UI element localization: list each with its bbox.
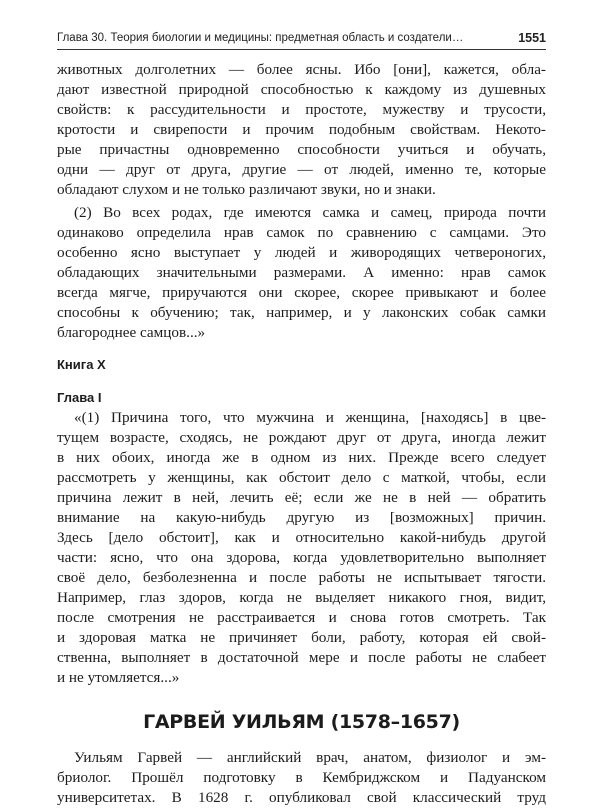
text-line: рые причастны одновременно способности учиться и обучать, [57, 141, 546, 158]
text-line: обладающих значительными размерами. А именно: нрав самок [57, 264, 546, 281]
text-line: свойств: к рассудительности и простоте, мужеству и трусости, [57, 101, 546, 118]
paragraph-female-nature [57, 203, 546, 343]
running-head [57, 29, 546, 50]
text-line: тущем возрасте, сходясь, не рождают друг от друга, иногда лежит [57, 429, 546, 446]
text-line: университетах. В 1628 г. опубликовал свой классический труд [57, 789, 546, 806]
text-line: после смотрения не расстраивается и снова готов смотреть. Так [57, 609, 546, 626]
text-line: всегда мягче, приручаются они скорее, скорее привыкают и более [57, 284, 546, 301]
page-number: 1551 [518, 31, 546, 45]
paragraph-infertility-causes [57, 408, 546, 688]
text-line: одинаково определила нрав самок по сравнению с самцами. Это [57, 224, 546, 241]
section-heading-harvey: ГАРВЕЙ УИЛЬЯМ (1578–1657) [143, 711, 460, 733]
text-line: Уильям Гарвей — английский врач, анатом, физиолог и эм- [74, 749, 546, 766]
text-line: части: ясно, что она здорова, когда удовлетворительно выполняет [57, 549, 546, 566]
paragraph-animal-faculties [57, 60, 546, 200]
page-body [57, 60, 546, 808]
running-head-chapter-title: Глава 30. Теория биологии и медицины: предметная область и создатели… [57, 32, 464, 44]
text-line: своё дело, безболезненна и после работы не испытывает тягости. [57, 569, 546, 586]
book-heading: Книга X [57, 357, 106, 372]
text-line: и не утомляется...» [57, 669, 180, 686]
text-line: «(1) Причина того, что мужчина и женщина, [находясь] в цве- [74, 409, 546, 426]
text-line: обладают слухом и не только различают звуки, но и знаки. [57, 181, 436, 198]
text-line: рассмотреть у женщины, как обстоит дело с маткой, чтобы, если [57, 469, 546, 486]
text-line: способны к обучению; так, например, и у лаконских собак самки [57, 304, 546, 321]
text-line: дают известной природной способностью к каждому из душевных [57, 81, 546, 98]
text-line: внимание на какую-нибудь другую из [возможных] причин. [57, 509, 546, 526]
text-line: Например, глаз здоров, когда не выделяет никакого гноя, видит, [57, 589, 546, 606]
text-line: и здоровая матка не причиняет боли, работу, которая ей свой- [57, 629, 546, 646]
text-line: бриолог. Прошёл подготовку в Кембриджском и Падуанском [57, 769, 546, 786]
text-line: особенно ясно выступает у людей и живородящих четвероногих, [57, 244, 546, 261]
text-line: ственна, выполняет в достаточной мере и после работы не слабеет [57, 649, 546, 666]
text-line: в них обоих, иногда же в одном из них. Прежде всего следует [57, 449, 546, 466]
text-line: благороднее самцов...» [57, 324, 206, 341]
text-line: Здесь [дело обстоит], как и относительно какой-нибудь другой [57, 529, 546, 546]
text-line: причина лежит в ней, лечить её; если же не в ней — обратить [57, 489, 546, 506]
chapter-heading: Глава I [57, 390, 102, 405]
text-line: кротости и свирепости и прочим подобным свойствам. Некото- [57, 121, 546, 138]
paragraph-harvey-bio [57, 748, 546, 808]
text-line: (2) Во всех родах, где имеются самка и самец, природа почти [74, 204, 546, 221]
text-line: животных долголетних — более ясны. Ибо [они], кажется, обла- [57, 61, 546, 78]
text-line: одни — друг от друга, другие — от людей, именно те, которые [57, 161, 546, 178]
